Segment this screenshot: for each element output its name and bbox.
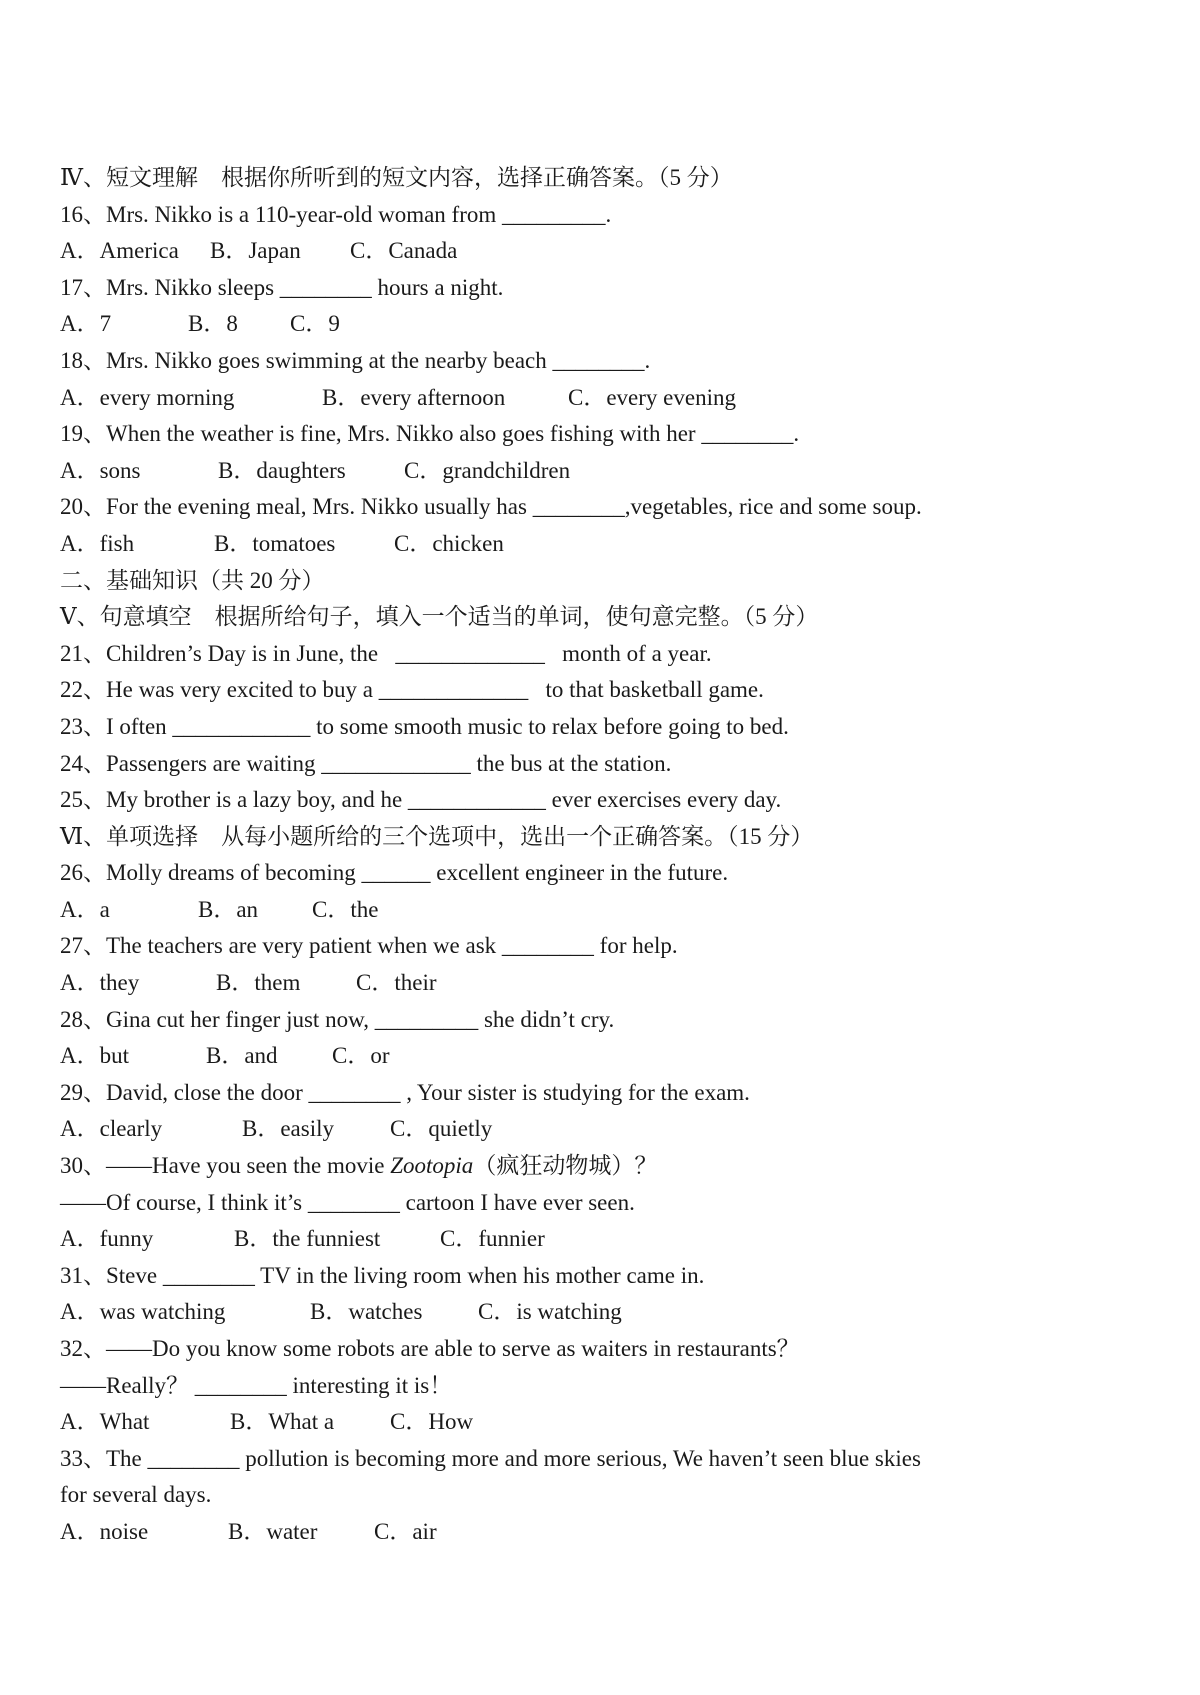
option-b: B．watches <box>310 1299 423 1325</box>
option-c: C．or <box>332 1043 390 1069</box>
question-31: 31、Steve ________ TV in the living room when his mother came in. <box>60 1262 705 1288</box>
question-30-reply: ——Of course, I think it’s ________ cartoon I have ever seen. <box>60 1189 635 1215</box>
option-a: A．a <box>60 896 110 922</box>
option-c: C．the <box>312 896 379 922</box>
question-23: 23、I often ____________ to some smooth music to relax before going to bed. <box>60 713 789 739</box>
section-5-header: Ⅴ、句意填空 根据所给句子，填入一个适当的单词，使句意完整。（5 分） <box>60 604 819 630</box>
question-31-options <box>60 1294 1140 1331</box>
question-29: 29、David, close the door ________ , Your sister is studying for the exam. <box>60 1079 750 1105</box>
question-27-options <box>60 965 1140 1002</box>
question-20-options <box>60 526 1140 563</box>
section-4-header: Ⅳ、短文理解 根据你所听到的短文内容，选择正确答案。（5 分） <box>60 165 733 190</box>
question-24: 24、Passengers are waiting _____________ the bus at the station. <box>60 750 672 776</box>
option-c: C．quietly <box>390 1116 493 1142</box>
option-b: B．them <box>216 970 301 996</box>
question-26: 26、Molly dreams of becoming ______ excellent engineer in the future. <box>60 860 729 886</box>
question-28-options <box>60 1038 1140 1075</box>
option-c: C．How <box>390 1409 474 1435</box>
option-a: A．was watching <box>60 1299 226 1325</box>
question-32: 32、——Do you know some robots are able to serve as waiters in restaurants？ <box>60 1336 800 1361</box>
option-b: B．daughters <box>218 457 346 483</box>
section-6-header: Ⅵ、单项选择 从每小题所给的三个选项中，选出一个正确答案。（15 分） <box>60 823 814 849</box>
option-c: C．grandchildren <box>404 457 571 483</box>
question-21: 21、Children’s Day is in June, the _____________ month of a year. <box>60 640 712 666</box>
option-a: A．fish <box>60 530 135 556</box>
option-a: A．sons <box>60 457 141 483</box>
option-b: B．and <box>206 1043 278 1069</box>
question-18: 18、Mrs. Nikko goes swimming at the nearby beach ________. <box>60 347 651 373</box>
question-32-options <box>60 1404 1140 1441</box>
question-30-stem: 30、——Have you seen the movie <box>60 1153 391 1179</box>
question-17: 17、Mrs. Nikko sleeps ________ hours a night. <box>60 274 504 300</box>
option-b: B．What a <box>230 1409 335 1435</box>
option-c: C．every evening <box>568 384 736 410</box>
option-b: B．8 <box>188 311 238 337</box>
question-26-options <box>60 892 1140 929</box>
question-33-continued: for several days. <box>60 1482 212 1508</box>
question-22: 22、He was very excited to buy a _____________ to that basketball game. <box>60 677 764 703</box>
option-a: A．funny <box>60 1226 154 1252</box>
question-30 <box>60 1148 1140 1185</box>
part-2-header: 二、基础知识（共 20 分） <box>60 567 325 593</box>
option-a: A．but <box>60 1043 129 1069</box>
option-b: B．water <box>228 1518 318 1544</box>
option-c: C．Canada <box>350 238 458 264</box>
question-20: 20、For the evening meal, Mrs. Nikko usually has ________,vegetables, rice and some soup. <box>60 494 922 520</box>
option-a: A．7 <box>60 311 112 337</box>
question-28: 28、Gina cut her finger just now, _________ she didn’t cry. <box>60 1006 615 1032</box>
question-16: 16、Mrs. Nikko is a 110-year-old woman from _________. <box>60 201 612 227</box>
option-b: B．the funniest <box>234 1226 381 1252</box>
question-32-reply: ——Really？ ________ interesting it is！ <box>60 1372 453 1398</box>
option-a: A．clearly <box>60 1116 163 1142</box>
option-c: C．chicken <box>394 530 504 556</box>
option-b: B．easily <box>242 1116 334 1142</box>
option-a: A．every morning <box>60 384 235 410</box>
option-a: A．America <box>60 238 179 264</box>
question-19-options <box>60 453 1140 490</box>
question-18-options <box>60 380 1140 417</box>
option-a: A．noise <box>60 1518 149 1544</box>
option-b: B．every afternoon <box>322 384 506 410</box>
option-b: B．Japan <box>210 238 301 264</box>
question-19: 19、When the weather is fine, Mrs. Nikko also goes fishing with her ________. <box>60 421 800 447</box>
question-30-options <box>60 1221 1140 1258</box>
option-c: C．air <box>374 1518 437 1544</box>
question-16-options <box>60 233 1140 270</box>
option-c: C．their <box>356 970 437 996</box>
question-33-options <box>60 1514 1140 1551</box>
question-30-stem-end: （疯狂动物城）？ <box>473 1153 658 1179</box>
exam-page <box>60 160 1140 1551</box>
option-a: A．What <box>60 1409 150 1435</box>
question-25: 25、My brother is a lazy boy, and he ____________ ever exercises every day. <box>60 787 782 813</box>
movie-title: Zootopia <box>390 1153 474 1179</box>
option-b: B．tomatoes <box>214 530 336 556</box>
question-29-options <box>60 1111 1140 1148</box>
option-c: C．is watching <box>478 1299 622 1325</box>
question-17-options <box>60 306 1140 343</box>
option-b: B．an <box>198 896 259 922</box>
option-c: C．funnier <box>440 1226 545 1252</box>
option-c: C．9 <box>290 311 340 337</box>
option-a: A．they <box>60 970 140 996</box>
question-27: 27、The teachers are very patient when we ask ________ for help. <box>60 933 678 959</box>
question-33: 33、The ________ pollution is becoming more and more serious, We haven’t seen blue skies <box>60 1445 921 1471</box>
